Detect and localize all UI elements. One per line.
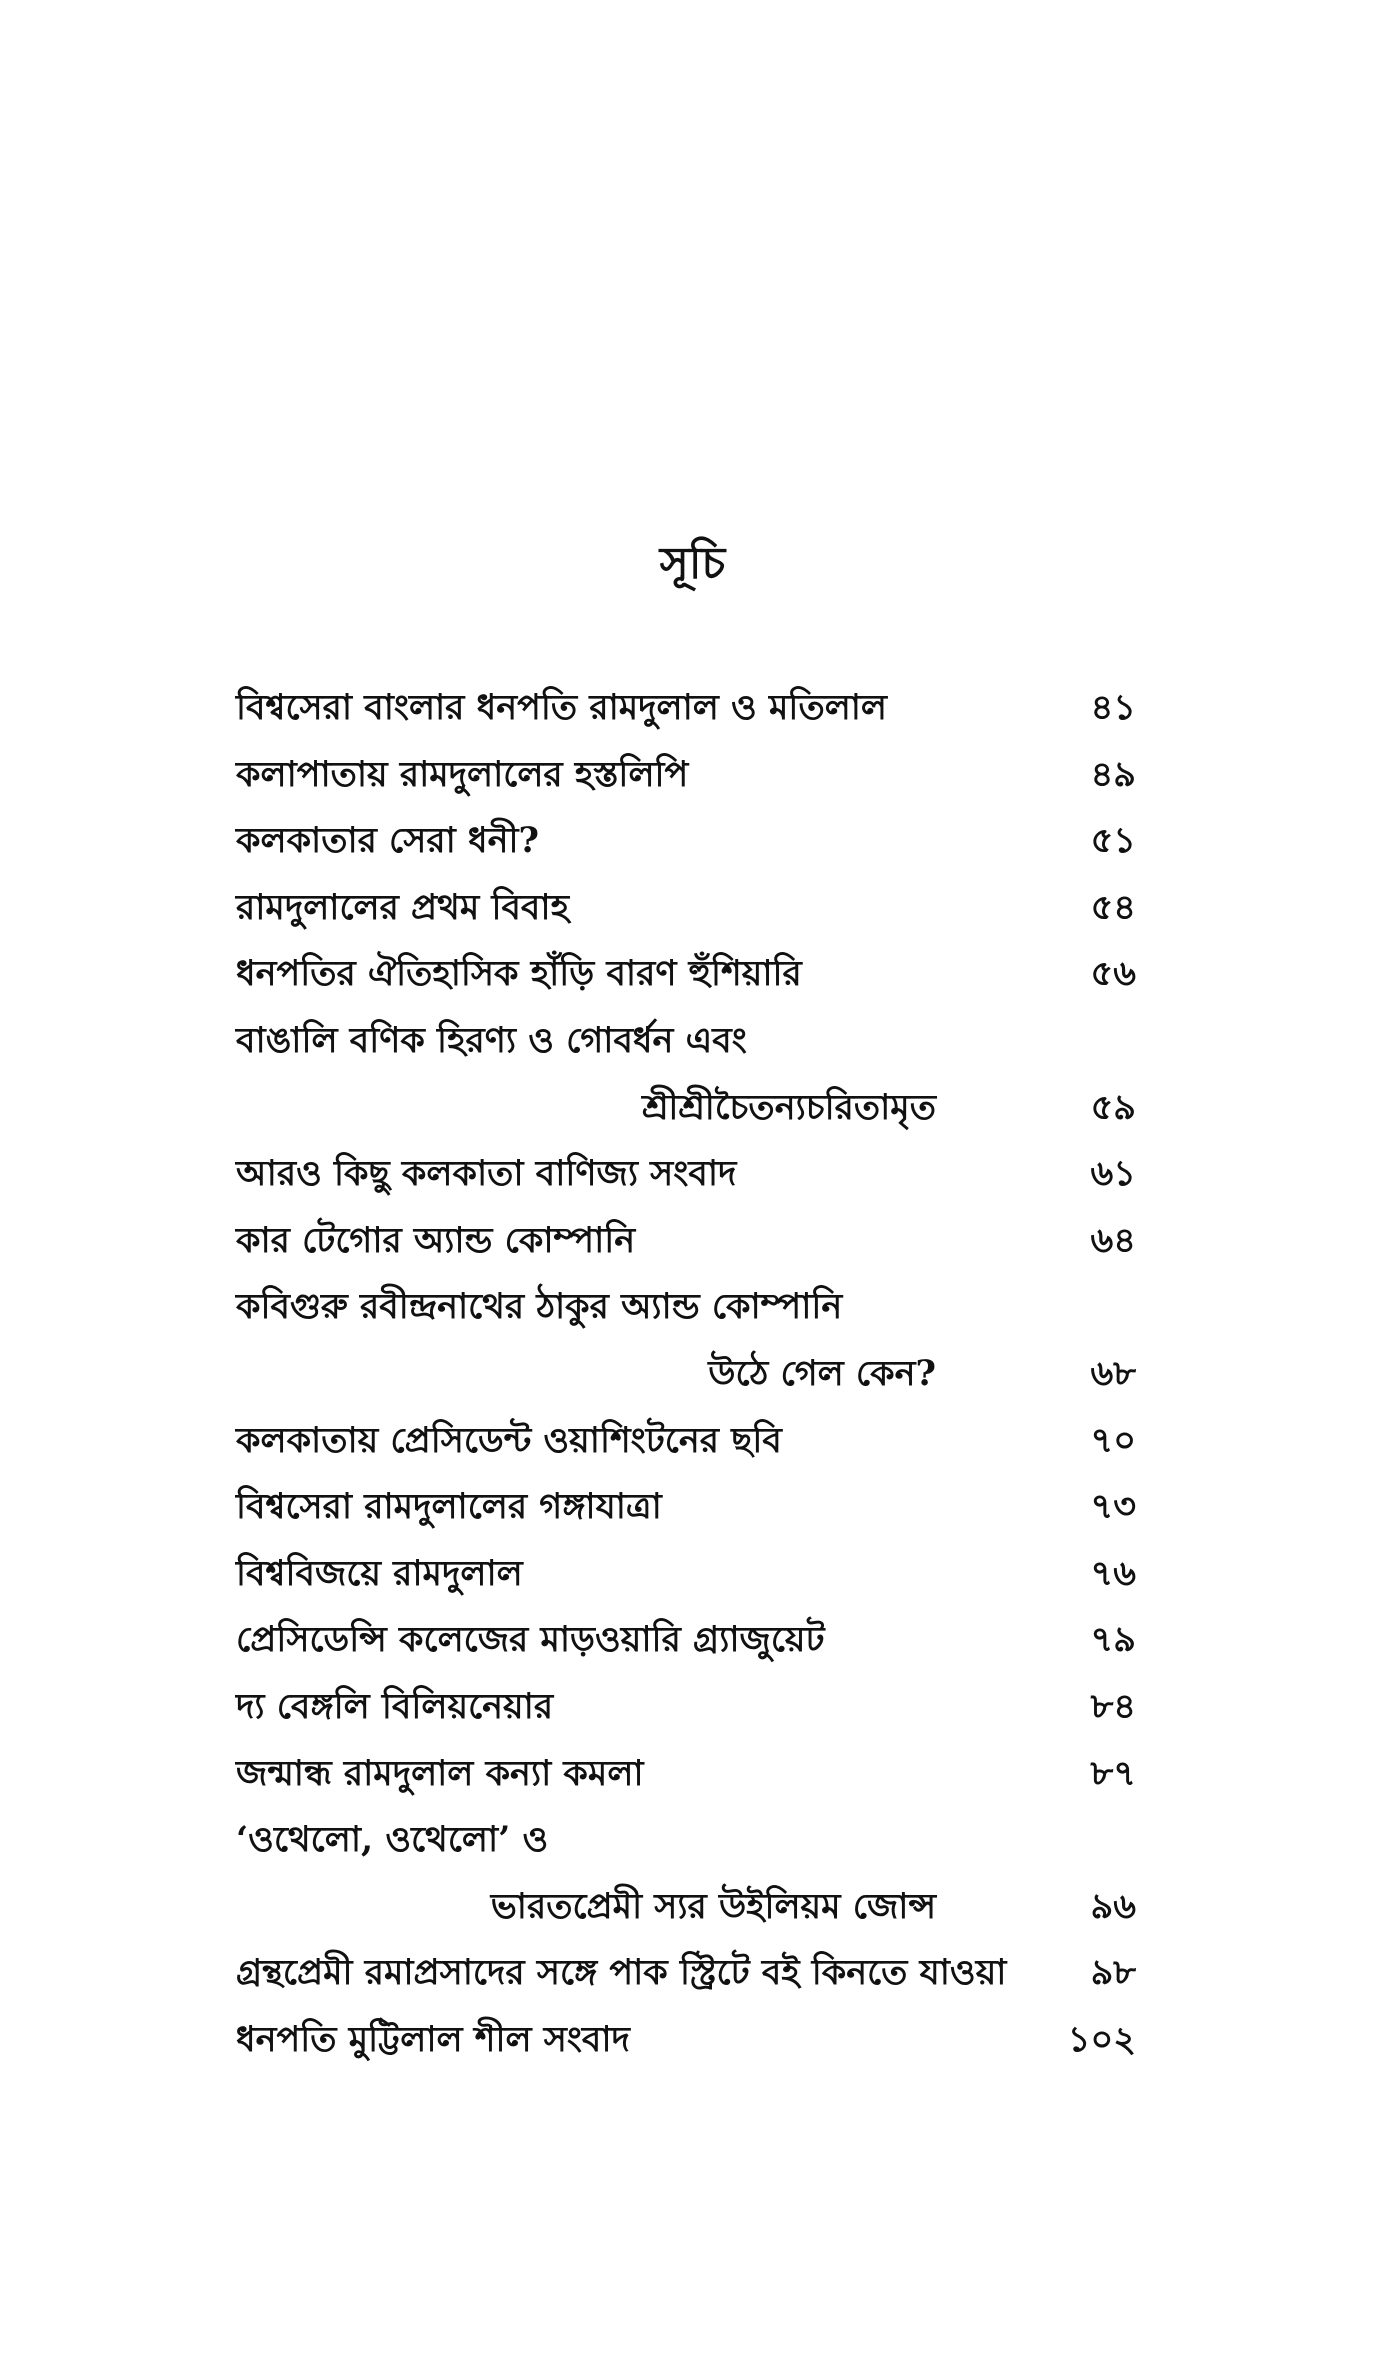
toc-entry-page: ৪৯ — [1090, 753, 1136, 795]
toc-entry-continuation — [236, 1341, 1136, 1408]
toc-entry-title: উঠে গেল কেন? — [708, 1352, 936, 1394]
toc-entry-title: জন্মান্ধ রামদুলাল কন্যা কমলা — [236, 1752, 644, 1794]
toc-entry-title: বিশ্ববিজয়ে রামদুলাল — [236, 1552, 523, 1594]
toc-entry-title: কলাপাতায় রামদুলালের হস্তলিপি — [236, 753, 689, 795]
table-of-contents — [236, 675, 1136, 2073]
toc-entry-title: বিশ্বসেরা বাংলার ধনপতি রামদুলাল ও মতিলাল — [236, 687, 888, 728]
toc-entry-page: ৮৭ — [1090, 1752, 1136, 1794]
toc-entry — [236, 1274, 1136, 1341]
toc-entry-page: ৪১ — [1090, 687, 1136, 728]
toc-entry-title: আরও কিছু কলকাতা বাণিজ্য সংবাদ — [236, 1153, 737, 1195]
toc-entry-page: ৬১ — [1090, 1153, 1136, 1195]
toc-entry — [236, 875, 1136, 942]
toc-entry-title: দ্য বেঙ্গলি বিলিয়নেয়ার — [236, 1685, 554, 1727]
toc-entry — [236, 742, 1136, 809]
toc-entry-title: ভারতপ্রেমী স্যর উইলিয়ম জোন্স — [490, 1885, 936, 1927]
toc-entry — [236, 808, 1136, 875]
toc-entry-page: ৭৯ — [1090, 1619, 1136, 1661]
toc-entry-title: ধনপতির ঐতিহাসিক হাঁড়ি বারণ হুঁশিয়ারি — [236, 953, 802, 995]
toc-entry-page: ৮৪ — [1090, 1685, 1136, 1727]
toc-entry-title: কলকাতার সেরা ধনী? — [236, 820, 539, 862]
toc-entry-page: ৬৪ — [1090, 1219, 1136, 1261]
toc-entry — [236, 1607, 1136, 1674]
toc-entry-page: ৯৬ — [1090, 1885, 1136, 1927]
toc-entry-title: বিশ্বসেরা রামদুলালের গঙ্গাযাত্রা — [236, 1486, 662, 1528]
toc-entry-title: কবিগুরু রবীন্দ্রনাথের ঠাকুর অ্যান্ড কোম্পানি — [236, 1286, 843, 1328]
toc-entry-title: ধনপতি মুট্টিলাল শীল সংবাদ — [236, 2018, 630, 2060]
toc-entry — [236, 941, 1136, 1008]
toc-entry-title: শ্রীশ্রীচৈতন্যচরিতামৃত — [642, 1086, 936, 1128]
toc-entry-continuation — [236, 1075, 1136, 1142]
toc-entry — [236, 675, 1136, 742]
toc-entry — [236, 2007, 1136, 2074]
toc-entry — [236, 1408, 1136, 1475]
toc-entry — [236, 1674, 1136, 1741]
toc-entry-page: ১০২ — [1067, 2018, 1136, 2060]
toc-entry-continuation — [236, 1874, 1136, 1941]
toc-entry-page: ৫৬ — [1090, 953, 1136, 995]
toc-entry — [236, 1474, 1136, 1541]
toc-entry-title: ‘ওথেলো, ওথেলো’ ও — [236, 1819, 549, 1861]
toc-entry-page: ৯৮ — [1090, 1952, 1136, 1994]
toc-entry-title: কার টেগোর অ্যান্ড কোম্পানি — [236, 1219, 636, 1261]
toc-entry-page: ৭৩ — [1090, 1486, 1136, 1528]
toc-entry-page: ৫৯ — [1090, 1086, 1136, 1128]
toc-entry — [236, 1940, 1136, 2007]
toc-entry — [236, 1741, 1136, 1808]
toc-entry-title: রামদুলালের প্রথম বিবাহ — [236, 886, 569, 928]
toc-entry-page: ৫১ — [1090, 820, 1136, 862]
toc-entry — [236, 1541, 1136, 1608]
toc-entry-page: ৬৮ — [1090, 1352, 1136, 1394]
toc-entry — [236, 1807, 1136, 1874]
contents-heading: সূচি — [659, 538, 726, 589]
toc-entry-page: ৫৪ — [1090, 886, 1136, 928]
toc-entry-title: কলকাতায় প্রেসিডেন্ট ওয়াশিংটনের ছবি — [236, 1419, 782, 1461]
toc-entry — [236, 1208, 1136, 1275]
toc-entry-title: বাঙালি বণিক হিরণ্য ও গোবর্ধন এবং — [236, 1019, 747, 1061]
toc-entry-title: প্রেসিডেন্সি কলেজের মাড়ওয়ারি গ্র্যাজুয়েট — [236, 1619, 825, 1661]
toc-entry — [236, 1141, 1136, 1208]
toc-entry — [236, 1008, 1136, 1075]
toc-entry-page: ৭৬ — [1090, 1552, 1136, 1594]
toc-entry-title: গ্রন্থপ্রেমী রমাপ্রসাদের সঙ্গে পাক স্ট্রিটে বই কিনতে যাওয়া — [236, 1952, 1007, 1994]
toc-entry-page: ৭০ — [1090, 1419, 1136, 1461]
